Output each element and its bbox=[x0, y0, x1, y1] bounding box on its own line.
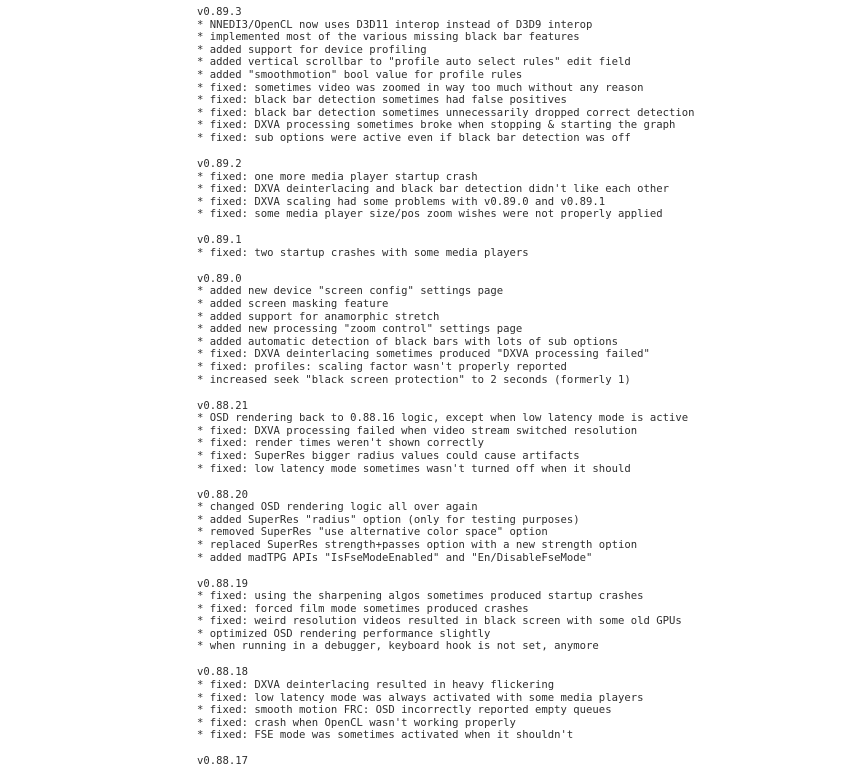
changelog-entry: * added support for device profiling bbox=[197, 43, 427, 56]
changelog-entry: * when running in a debugger, keyboard hook is not set, anymore bbox=[197, 640, 599, 653]
changelog-entry: * fixed: forced film mode sometimes produced crashes bbox=[197, 602, 529, 615]
changelog-entry: * fixed: some media player size/pos zoom wishes were not properly applied bbox=[197, 208, 663, 221]
changelog-entry: * added "smoothmotion" bool value for profile rules bbox=[197, 68, 523, 81]
changelog-entry: * fixed: smooth motion FRC: OSD incorrectly reported empty queues bbox=[197, 704, 612, 717]
changelog-entry: * implemented most of the various missing black bar features bbox=[197, 31, 580, 44]
changelog-entry: * replaced SuperRes strength+passes option with a new strength option bbox=[197, 538, 638, 551]
release-version-heading: v0.88.20 bbox=[197, 488, 249, 501]
changelog-entry: * changed OSD rendering logic all over again bbox=[197, 501, 478, 514]
release-version-heading: v0.89.1 bbox=[197, 234, 242, 247]
changelog-entry: * OSD rendering back to 0.88.16 logic, except when low latency mode is active bbox=[197, 412, 689, 425]
changelog-entry: * fixed: DXVA deinterlacing resulted in heavy flickering bbox=[197, 679, 555, 692]
release-section bbox=[197, 158, 837, 221]
changelog-entry: * fixed: DXVA deinterlacing sometimes produced "DXVA processing failed" bbox=[197, 348, 650, 361]
changelog-entry: * fixed: DXVA scaling had some problems with v0.89.0 and v0.89.1 bbox=[197, 195, 606, 208]
changelog-entry: * fixed: SuperRes bigger radius values could cause artifacts bbox=[197, 449, 580, 462]
changelog-entry: * added vertical scrollbar to "profile auto select rules" edit field bbox=[197, 56, 631, 69]
release-section bbox=[197, 666, 837, 742]
changelog-entry: * fixed: DXVA processing sometimes broke when stopping & starting the graph bbox=[197, 119, 676, 132]
changelog-entry: * added new processing "zoom control" settings page bbox=[197, 323, 523, 336]
changelog-entry: * optimized OSD rendering performance slightly bbox=[197, 627, 491, 640]
changelog-document bbox=[197, 6, 837, 781]
changelog-entry: * fixed: sometimes video was zoomed in way too much without any reason bbox=[197, 81, 644, 94]
release-section bbox=[197, 400, 837, 476]
changelog-entry: * fixed: black bar detection sometimes had false positives bbox=[197, 94, 567, 107]
release-section bbox=[197, 6, 837, 145]
release-version-heading: v0.88.19 bbox=[197, 577, 249, 590]
release-version-heading: v0.88.17 bbox=[197, 755, 249, 768]
changelog-entry: * removed SuperRes "use alternative color space" option bbox=[197, 526, 548, 539]
release-section bbox=[197, 578, 837, 654]
changelog-entry: * added SuperRes "radius" option (only for testing purposes) bbox=[197, 513, 580, 526]
changelog-entry: * added new device "screen config" settings page bbox=[197, 285, 504, 298]
changelog-entry: * fixed: black bar detection sometimes unnecessarily dropped correct detection bbox=[197, 106, 695, 119]
changelog-entry: * added support for anamorphic stretch bbox=[197, 310, 440, 323]
changelog-entry: * NNEDI3/OpenCL now uses D3D11 interop instead of D3D9 interop bbox=[197, 18, 593, 31]
release-version-heading: v0.89.2 bbox=[197, 157, 242, 170]
changelog-entry: * increased seek "black screen protection" to 2 seconds (formerly 1) bbox=[197, 373, 631, 386]
release-section bbox=[197, 755, 837, 768]
changelog-entry: * fixed: DXVA deinterlacing and black bar detection didn't like each other bbox=[197, 183, 669, 196]
changelog-entry: * fixed: render times weren't shown correctly bbox=[197, 437, 485, 450]
release-version-heading: v0.88.18 bbox=[197, 666, 249, 679]
changelog-entry: * fixed: using the sharpening algos sometimes produced startup crashes bbox=[197, 590, 644, 603]
release-section bbox=[197, 273, 837, 386]
changelog-entry: * fixed: weird resolution videos resulted in black screen with some old GPUs bbox=[197, 615, 682, 628]
changelog-entry: * fixed: two startup crashes with some media players bbox=[197, 246, 529, 259]
changelog-entry: * added madTPG APIs "IsFseModeEnabled" and "En/DisableFseMode" bbox=[197, 551, 593, 564]
release-version-heading: v0.89.0 bbox=[197, 272, 242, 285]
changelog-entry: * fixed: profiles: scaling factor wasn't properly reported bbox=[197, 361, 567, 374]
changelog-entry: * fixed: low latency mode was always activated with some media players bbox=[197, 691, 644, 704]
changelog-entry: * fixed: low latency mode sometimes wasn't turned off when it should bbox=[197, 462, 631, 475]
changelog-entry: * fixed: sub options were active even if black bar detection was off bbox=[197, 131, 631, 144]
release-section bbox=[197, 489, 837, 565]
changelog-entry: * fixed: FSE mode was sometimes activated when it shouldn't bbox=[197, 729, 574, 742]
release-version-heading: v0.89.3 bbox=[197, 6, 242, 18]
changelog-entry: * fixed: one more media player startup crash bbox=[197, 170, 478, 183]
changelog-entry: * added screen masking feature bbox=[197, 298, 389, 311]
release-version-heading: v0.88.21 bbox=[197, 399, 249, 412]
changelog-entry: * added automatic detection of black bars with lots of sub options bbox=[197, 335, 618, 348]
changelog-entry: * fixed: crash when OpenCL wasn't working properly bbox=[197, 716, 516, 729]
changelog-entry: * fixed: DXVA processing failed when video stream switched resolution bbox=[197, 424, 638, 437]
release-section bbox=[197, 234, 837, 259]
